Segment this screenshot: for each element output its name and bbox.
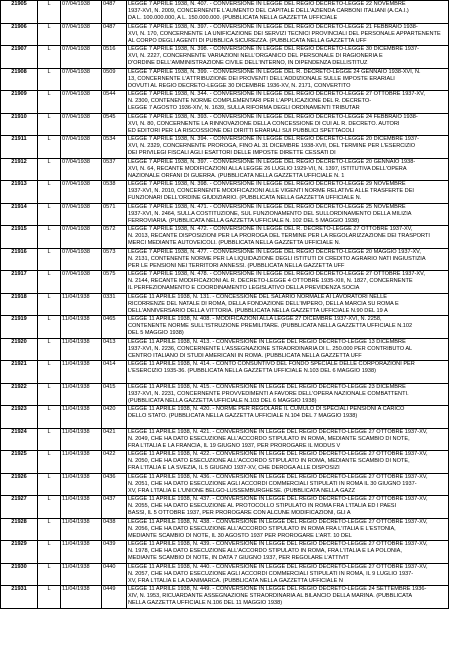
record-description — [127, 473, 449, 496]
record-description — [127, 338, 449, 361]
description-line: RICORRENZE DEL NATALE DI ROMA, DELLA FONDAZIONE DELL'IMPERO, DELLA MARCIA SU ROMA E — [128, 300, 399, 307]
record-page: 0331 — [102, 293, 127, 316]
record-number: 21924 — [1, 428, 38, 451]
description-line: XVI, N. 80, CONCERNENTE LA RINNOVAZIONE DELLA CONCESSIONE DI CUI AL R. DECRETO. AUTORI — [128, 120, 400, 127]
table-row — [1, 1, 449, 24]
description-line: LEGGE 11 APRILE 1938, N. 413. - CONVERSIONE IN LEGGE DEL REGIO DECRETO-LEGGE 13 DICEMBRE — [128, 338, 406, 345]
record-page: 0440 — [102, 563, 127, 586]
record-type: L — [38, 586, 61, 609]
record-description — [127, 91, 449, 114]
record-page: 0537 — [102, 158, 127, 181]
table-row — [1, 248, 449, 271]
description-line: LEGGE 11 APRILE 1938, N. 422. - CONVERSIONE IN LEGGE DEL REGIO DECRETO-LEGGE 27 OTTOBRE 1937-XV, — [128, 451, 428, 457]
record-description — [127, 316, 449, 339]
record-page: 0439 — [102, 541, 127, 564]
record-description — [127, 203, 449, 226]
table-row — [1, 158, 449, 181]
description-line: FUNZIONARI DELL'ORDINE GIUDIZIARIO. (PUBBLICATA NELLA GAZZETTA UFFICIALE N. — [128, 195, 362, 201]
description-line: 1937-XVI, N. 2231, CONCERNENTE PROVVEDIMENTI A FAVORE DELL'OPERA NAZIONALE COMBATTENTI. — [128, 390, 409, 397]
description-line: PER LE PENSIONI NEI TERRITORI ANNESSI. (PUBBLICATA NELLA GAZZETTA UFF — [128, 262, 345, 269]
record-type: L — [38, 136, 61, 159]
description-line: FRA L'ITALIA E LA FRANCIA, IL 19 GIUGNO 1937, PER PROROGARE IL MODUS V — [128, 442, 341, 449]
record-date: 11/04/1938 — [61, 383, 102, 406]
record-page: 0516 — [102, 46, 127, 69]
record-page: 0421 — [102, 428, 127, 451]
record-type: L — [38, 158, 61, 181]
table-row — [1, 541, 449, 564]
record-number: 21915 — [1, 226, 38, 249]
record-page: 0436 — [102, 473, 127, 496]
description-line: N. 2057, CHE HA DATO ESECUZIONE AGLI ACCORDI COMMERCIALI STIPULATI IN ROMA, IL 9 LUGLIO 1937- — [128, 570, 414, 577]
record-number: 21910 — [1, 113, 38, 136]
description-line: NAZIONALE ORFANI DI GUERRA. (PUBBLICATA NELLA GAZZETTA UFFICIALE N. 1 — [128, 172, 345, 179]
record-type: L — [38, 406, 61, 429]
record-description — [127, 1, 449, 24]
record-description — [127, 541, 449, 564]
record-description — [127, 518, 449, 541]
description-line: DA L. 100.000.000, A L. 150.000.000. (PUBBLICATA NELLA GAZZETTA UFFICIALE — [128, 15, 338, 21]
table-row — [1, 406, 449, 429]
record-date: 11/04/1938 — [61, 586, 102, 609]
record-number: 21928 — [1, 518, 38, 541]
description-line: LEGGE 7 APRILE 1938, N. 344. - CONVERSIONE IN LEGGE DEL REGIO DECRETO-LEGGE 27 OTTOBRE 1937-XV, — [128, 91, 425, 97]
description-line: DOVUTI AL REGIO DECRETO-LEGGE 30 DICEMBRE 1936-XV, N. 2171, CONVERTITO — [128, 82, 351, 89]
description-line: MEDIANTE SCAMBIO DI NOTE, IL 30 AGOSTO 1937 PER PROROGARE L'ART. 10 DEL — [128, 532, 352, 539]
record-date: 07/04/1938 — [61, 46, 102, 69]
description-line: DELLO STATO. (PUBBLICATA NELLA GAZZETTA UFFICIALE N.104 DEL 7 MAGGIO 1938) — [128, 413, 358, 419]
record-date: 07/04/1938 — [61, 68, 102, 91]
record-description — [127, 496, 449, 519]
record-date: 07/04/1938 — [61, 203, 102, 226]
table-row — [1, 23, 449, 46]
description-line: N. 2300, CONTENENTE NORME COMPLEMENTARI PER L'APPLICAZIONE DEL R. DECRETO- — [128, 98, 372, 104]
description-line: XIV, N. 1953, RICUARDANTE ASSEGNAZIONE STRAORDINARIA AL BILANCIO DELLA MARINA. (PUBBLICATA — [128, 593, 413, 599]
description-line: LEGGE 7 APRILE 1938, N. 398. - CONVERSIONE IN LEGGE DEL REGIO DECRETO-LEGGE 29 NOVEMBRE — [128, 181, 406, 187]
description-line: XVI, N. 170, CONCERNENTE LA UNIFICAZIONE DEI SERVIZI TECNICI PROVINCIALI DEL PERSONALE APPARTENENTE — [128, 30, 441, 37]
description-line: LEGGE 7 AGOSTO 1936-XIV, N. 1639, SULLA RIFORMA DEGLI ORDINAMENTI TRIBUTAR — [128, 105, 360, 111]
record-number: 21916 — [1, 248, 38, 271]
table-row — [1, 136, 449, 159]
record-date: 07/04/1938 — [61, 1, 102, 24]
description-line: LEGGE 7 APRILE 1938, N. 393. - CONVERSIONE IN LEGGE DEL REGIO DECRETO-LEGGE 24 FEBBRAIO 1938- — [128, 113, 418, 120]
record-type: L — [38, 361, 61, 384]
record-page: 0544 — [102, 91, 127, 114]
record-number: 21919 — [1, 316, 38, 339]
record-page: 0573 — [102, 248, 127, 271]
record-number: 21921 — [1, 361, 38, 384]
description-line: LEGGE 11 APRILE 1938, N. 415. - CONVERSIONE IN LEGGE DEL REGIO DECRETO-LEGGE 23 DICEMBRE — [128, 383, 406, 390]
description-line: LEGGE 11 APRILE 1938, N. 439. - CONVERSIONE IN LEGGE DEL REGIO DECRETO-LEGGE 27 OTTOBRE 1937-XV, — [128, 541, 428, 547]
record-number: 21906 — [1, 23, 38, 46]
record-page: 0465 — [102, 316, 127, 339]
description-line: N. 2144, RECANTE MODIFICAZIONI AL R. DECRETO-LEGGE 4 OTTOBRE 1935-XIII, N. 1827, CONCERNENTE — [128, 278, 413, 284]
description-line: LEGGE 11 APRILE 1938, N. 414. - CONTO CONSUNTIVO DEL FONDO SPECIALE DELLE CORPORAZIONI PER — [128, 361, 415, 367]
record-description — [127, 68, 449, 91]
description-line: XV, FRA L'ITALIA E LA DANIMARCA. (PUBBLICATA NELLA GAZZETTA UFFICIALE N — [128, 577, 343, 584]
record-description — [127, 383, 449, 406]
record-date: 07/04/1938 — [61, 271, 102, 294]
description-line: XVI, N. 2329, CONCERNENTE PROROGA, FINO AL 31 DICEMBRE 1938-XVII, DEL TERMINE PER L'ESERCIZIO — [128, 143, 416, 149]
record-page: 0538 — [102, 181, 127, 204]
record-description — [127, 181, 449, 204]
description-line: LEGGE 11 APRILE 1938, N. 437. - CONVERSIONE IN LEGGE DEL REGIO DECRETO-LEGGE 27 OTTOBRE 1937-XV, — [128, 496, 428, 502]
record-description — [127, 158, 449, 181]
record-description — [127, 406, 449, 429]
record-number: 21926 — [1, 473, 38, 496]
description-line: XVI, N. 64, RECANTE MODIFICAZIONI ALLA LEGGE 26 LUGLIO 1929-VII, N. 1397, ISTITUTIVA DELL'OPERA — [128, 165, 407, 172]
description-line: N. 2013, RECANTE DISPOSIZIONI PER LA PROROGA DEL TERMINE PER LA REGOLARIZZAZIONE DEI TRASPORTI — [128, 233, 430, 239]
record-type: L — [38, 293, 61, 316]
record-type: L — [38, 496, 61, 519]
record-page: 0571 — [102, 203, 127, 226]
description-line: CONTENENTE NORME SULL'ISTRUZIONE PREMILITARE. (PUBBLICATA NELLA GAZZETTA UFFICIALE N.102 — [128, 323, 413, 329]
record-description — [127, 586, 449, 609]
record-number: 21907 — [1, 46, 38, 69]
description-line: N. 2050, CHE HA DATO ESECUZIONE ALL'ACCORDO STIPULATO IN ROMA, MEDIANTE SCAMBIO DI NOTE, — [128, 458, 410, 464]
table-row — [1, 91, 449, 114]
record-date: 07/04/1938 — [61, 226, 102, 249]
record-date: 07/04/1938 — [61, 113, 102, 136]
table-row — [1, 361, 449, 384]
record-type: L — [38, 518, 61, 541]
record-type: L — [38, 383, 61, 406]
description-line: FRA L'ITALIA E LA SVEZIA, IL 5 GIUGNO 1937-XV, CHE DEROGA ALLE DISPOSIZI — [128, 465, 340, 471]
description-line: DEI PRIVILEGI FISCALI AGLI ESATTORI DELLE IMPOSTE DIRETTE CESSATI DI — [128, 150, 336, 156]
record-description — [127, 46, 449, 69]
description-line: LEGGE 7 APRILE 1938, N. 397. - CONVERSIONE IN LEGGE DEL REGIO DECRETO-LEGGE 21 FEBBRAIO 1938- — [128, 23, 418, 30]
description-line: LEGGE 11 APRILE 1938, N. 408. - MODIFICAZIONI ALLA LEGGE 27 DICEMBRE 1937-XVI, N. 2258, — [128, 316, 382, 322]
record-type: L — [38, 271, 61, 294]
record-page: 0437 — [102, 496, 127, 519]
table-row — [1, 316, 449, 339]
record-number: 21929 — [1, 541, 38, 564]
description-line: LEGGE 11 APRILE 1938, N. 131. - CONCESSIONE DEL SALARIO NORMALE AI LAVORATORI NELLE — [128, 293, 387, 300]
record-date: 07/04/1938 — [61, 158, 102, 181]
description-line: N. 2056, CHE HA DATO ESECUZIONE ALL'ACCORDO STIPULATO IN ROMA FRA L'ITALIA E L'ESTONIA, — [128, 525, 396, 532]
description-line: FERROVIARIA. (PUBBLICATA NELLA GAZZETTA UFFICIALE N. 102 DEL 5 MAGGIO 1938) — [128, 217, 360, 224]
record-description — [127, 136, 449, 159]
record-date: 11/04/1938 — [61, 518, 102, 541]
record-number: 21909 — [1, 91, 38, 114]
record-date: 07/04/1938 — [61, 136, 102, 159]
record-page: 0414 — [102, 361, 127, 384]
record-type: L — [38, 451, 61, 474]
record-number: 21930 — [1, 563, 38, 586]
description-line: XVI, N. 2227, CONCERNENTE VARIAZIONI NELL'ORGANICO DEL PERSONALE DI RAGIONERIA E — [128, 53, 383, 59]
record-type: L — [38, 226, 61, 249]
record-description — [127, 23, 449, 46]
record-description — [127, 361, 449, 384]
record-type: L — [38, 248, 61, 271]
record-date: 11/04/1938 — [61, 361, 102, 384]
table-row — [1, 473, 449, 496]
description-line: LEGGE 7 APRILE 1938, N. 478. - CONVERSIONE IN LEGGE DEL REGIO DECRETO-LEGGE 27 OTTOBRE 1937-XV, — [128, 271, 425, 277]
record-type: L — [38, 1, 61, 24]
table-row — [1, 518, 449, 541]
description-line: AL CORPO DEGLI AGENTI DI PUBBLICA SICUREZZA. (PUBBLICATA NELLA GAZZETTA UFF — [128, 37, 367, 44]
record-number: 21912 — [1, 158, 38, 181]
record-type: L — [38, 46, 61, 69]
table-row — [1, 181, 449, 204]
table-row — [1, 271, 449, 294]
description-line: N. 2051, CHE HA DATO ESECUZIONE AGLI ACCORDI COMMERCIALI STIPULATI IN ROMA IL 30 GIUGNO 1937- — [128, 480, 417, 487]
description-line: BASSI, IL 5 OTTOBRE 1937, PER PROROGARE CON ALCUNE MODIFICAZIONI, GLI A — [128, 510, 351, 516]
record-date: 07/04/1938 — [61, 181, 102, 204]
record-number: 21908 — [1, 68, 38, 91]
description-line: LEGGE 7 APRILE 1938, N. 399. - CONVERSIONE IN LEGGE DEL R. DECRETO-LEGGE 24 GENNAIO 1938-XVI, N. — [128, 68, 421, 75]
record-type: L — [38, 563, 61, 586]
description-line: LEGGE 7 APRILE 1938, N. 394. - CONVERSIONE IN LEGGE DEL REGIO DECRETO-LEGGE 20 DICEMBRE 1937- — [128, 136, 419, 142]
record-type: L — [38, 203, 61, 226]
record-date: 11/04/1938 — [61, 496, 102, 519]
record-page: 0438 — [102, 518, 127, 541]
record-date: 07/04/1938 — [61, 91, 102, 114]
description-line: LEGGE 7 APRILE 1938, N. 472. - CONVERSIONE IN LEGGE DEL R. DECRETO-LEGGE 27 OTTOBRE 1937-XV, — [128, 226, 413, 232]
record-page: 0449 — [102, 586, 127, 609]
record-number: 21905 — [1, 1, 38, 24]
description-line: MEDIANTE SCAMBIO DI NOTE, IN DATA 7 GIUGNO 1937, PER REGOLARE L'ATTIVIT — [128, 555, 349, 561]
record-number: 21911 — [1, 136, 38, 159]
description-line: 1937-XVI, N. 2010, CONCERNENTE MODIFICAZIONI ALLE VIGENTI NORME RELATIVE ALLE TRASFERTE DEI — [128, 188, 414, 194]
record-type: L — [38, 338, 61, 361]
record-type: L — [38, 91, 61, 114]
description-line: 1937-XVI, N. 2464, SULLA COSTITUZIONE, SUL FUNZIONAMENTO DEL SULLORDINAMENTO DELLA MILIZIA — [128, 210, 412, 217]
register-table-body — [1, 1, 449, 609]
record-number: 21931 — [1, 586, 38, 609]
record-type: L — [38, 316, 61, 339]
record-type: L — [38, 68, 61, 91]
description-line: LEGGE 11 APRILE 1938, N. 436. - CONVERSIONE IN LEGGE DEL REGIO DECRETO-LEGGE 27 OTTOBRE 1937-XV, — [128, 473, 428, 480]
record-description — [127, 451, 449, 474]
record-date: 11/04/1938 — [61, 428, 102, 451]
record-number: 21920 — [1, 338, 38, 361]
record-page: 0415 — [102, 383, 127, 406]
record-number: 21922 — [1, 383, 38, 406]
table-row — [1, 428, 449, 451]
record-type: L — [38, 541, 61, 564]
description-line: CENTRO ITALIANO DI STUDI AMERICANI IN ROMA. (PUBBLICATA NELLA GAZZETTA UFF — [128, 352, 362, 359]
record-page: 0572 — [102, 226, 127, 249]
record-date: 07/04/1938 — [61, 23, 102, 46]
record-description — [127, 248, 449, 271]
description-line: N. 2055, CHE HA DATO ESECUZIONE AL PROTOCOLLO STIPULATO IN ROMA FRA L'ITALIA ED I PAESI — [128, 503, 397, 509]
description-line: 1937-XVI, N. 2009, CONCERNENTE L'AUMENTO DEL CAPITALE DELL'AZIENDA CARBONI ITALIANI (A.CA.I.) — [128, 8, 409, 14]
record-date: 11/04/1938 — [61, 541, 102, 564]
description-line: N. 2049, CHE HA DATO ESECUZIONE ALL'ACCORDO STIPULATO IN ROMA, MEDIANTE SCAMBIO DI NOTE, — [128, 435, 410, 442]
description-line: LEGGE 7 APRILE 1938, N. 471. - CONVERSIONE IN LEGGE DEL REGIO DECRETO-LEGGE 25 NOVEMBRE — [128, 203, 406, 210]
record-number: 21925 — [1, 451, 38, 474]
description-line: ED EDITORI PER LA RISCOSSIONE DEI DIRITTI ERARIALI SUI PUBBLICI SPETTACOLI — [128, 127, 355, 134]
description-line: LEGGE 11 APRILE 1938, N. 421. - CONVERSIONE IN LEGGE DEL REGIO DECRETO-LEGGE 27 OTTOBRE 1937-XV, — [128, 428, 428, 435]
description-line: LEGGE 11 APRILE 1938, N. 420. - NORME PER REGOLARE IL CUMULO DI SPECIALI PENSIONI A CARICO — [128, 406, 405, 412]
description-line: 13, CONCERNENTE L'ATTRIBUZIONE DEI PROVENTI DELL'ADDIZIONALE SULLE IMPOSTE ERARIALI — [128, 75, 395, 82]
record-description — [127, 271, 449, 294]
record-description — [127, 563, 449, 586]
record-page: 0545 — [102, 113, 127, 136]
description-line: LEGGE 11 APRILE 1938, N. 438. - CONVERSIONE IN LEGGE DEL REGIO DECRETO-LEGGE 27 OTTOBRE 1937-XV, — [128, 518, 428, 525]
record-type: L — [38, 181, 61, 204]
record-date: 11/04/1938 — [61, 563, 102, 586]
record-date: 07/04/1938 — [61, 248, 102, 271]
record-type: L — [38, 428, 61, 451]
record-description — [127, 293, 449, 316]
record-date: 11/04/1938 — [61, 406, 102, 429]
description-line: LEGGE 7 APRILE 1938, N. 397. - CONVERSIONE IN LEGGE DEL REGIO DECRETO-LEGGE 20 GENNAIO 1938- — [128, 158, 416, 165]
record-page: 0509 — [102, 68, 127, 91]
description-line: D'ORDINE DELL'AMMINISTRAZIONE CIVILE DELL'INTERNO, IN DIPENDENZA DELLISTITUZ — [128, 60, 368, 66]
table-row — [1, 586, 449, 609]
record-page: 0575 — [102, 271, 127, 294]
record-number: 21914 — [1, 203, 38, 226]
table-row — [1, 203, 449, 226]
record-page: 0413 — [102, 338, 127, 361]
record-page: 0487 — [102, 1, 127, 24]
description-line: IL PERFEZIONAMENTO E COORDINAMENTO LEGISLATIVO DELLA PREVIDENZA SOCIA — [128, 285, 360, 291]
description-line: DEL 5 MAGGIO 1938) — [128, 330, 184, 336]
table-row — [1, 563, 449, 586]
record-date: 11/04/1938 — [61, 293, 102, 316]
record-type: L — [38, 473, 61, 496]
description-line: N. 1978, CHE HA DATO ESECUZIONE ALL'ACCORDO STIPULATO IN ROMA, FRA L'ITALIA E LA POLONIA, — [128, 548, 402, 554]
table-row — [1, 68, 449, 91]
record-date: 11/04/1938 — [61, 338, 102, 361]
record-type: L — [38, 113, 61, 136]
description-line: LEGGE 11 APRILE 1938, N. 440. - CONVERSIONE IN LEGGE DEL REGIO DECRETO-LEGGE 27 OTTOBRE 1937-XV, — [128, 563, 428, 570]
description-line: 1937-XVI, N. 2236, CONCERNENTE L'ASSEGNAZIONE STRAORDINARIA DI L. 250.000 PER CONTRIBUTO AL — [128, 345, 413, 352]
table-row — [1, 113, 449, 136]
table-row — [1, 451, 449, 474]
record-number: 21923 — [1, 406, 38, 429]
description-line: NELLA GAZZETTA UFFICIALE N.106 DEL 11 MAGGIO 1938) — [128, 600, 283, 606]
record-date: 11/04/1938 — [61, 473, 102, 496]
description-line: (PUBBLICATA NELLA GAZZETTA UFFICIALE N.103 DEL 6 MAGGIO 1938) — [128, 397, 317, 404]
description-line: N. 2131, CONTENENTE NORME PER LA LIQUIDAZIONE DEGLI ISTITUTI DI CREDITO AGRARIO NATI INGIUSTIZIA — [128, 255, 426, 262]
description-line: LEGGE 7 APRILE 1938, N. 407. - CONVERSIONE IN LEGGE DEL REGIO DECRETO-LEGGE 22 NOVEMBRE — [128, 1, 406, 7]
description-line: LEGGE 7 APRILE 1938, N. 398. - CONVERSIONE IN LEGGE DEL REGIO DECRETO-LEGGE 30 DICEMBRE 1937- — [128, 46, 419, 52]
record-description — [127, 113, 449, 136]
record-number: 21913 — [1, 181, 38, 204]
table-row — [1, 338, 449, 361]
description-line: XV, FRA L'ITALIA E L'UNIONE BELGO-LUSSEMBURGHESE. (PUBBLICATA NELLA GAZZ — [128, 487, 355, 494]
record-type: L — [38, 23, 61, 46]
record-date: 11/04/1938 — [61, 316, 102, 339]
description-line: LEGGE 7 APRILE 1938, N. 477. - CONVERSIONE IN LEGGE DEL REGIO DECRETO-LEGGE 20 MAGGIO 1937-XV, — [128, 248, 421, 255]
table-row — [1, 293, 449, 316]
record-page: 0420 — [102, 406, 127, 429]
description-line: MERCI MEDIANTE AUTOVEICOLI. (PUBBLICATA NELLA GAZZETTA UFFICIALE N. — [128, 240, 341, 246]
record-page: 0487 — [102, 23, 127, 46]
record-number: 21927 — [1, 496, 38, 519]
record-description — [127, 226, 449, 249]
table-row — [1, 46, 449, 69]
table-row — [1, 496, 449, 519]
record-page: 0422 — [102, 451, 127, 474]
record-number: 21917 — [1, 271, 38, 294]
table-row — [1, 383, 449, 406]
record-date: 11/04/1938 — [61, 451, 102, 474]
table-row — [1, 226, 449, 249]
description-line: DELL'ANNIVERSARIO DELLA VITTORIA. (PUBBLICATA NELLA GAZZETTA UFFICIALE N.90 DEL 19 A — [128, 307, 388, 314]
description-line: L'ESERCIZIO 1935-36. (PUBBLICATA NELLA GAZZETTA UFFICIALE N.103 DEL 6 MAGGIO 1938) — [128, 368, 377, 374]
record-page: 0534 — [102, 136, 127, 159]
record-description — [127, 428, 449, 451]
description-line: LEGGE 11 APRILE 1938, N. 449. - CONVERSIONE IN LEGGE DEL REGIO DECRETO-LEGGE 24 SETTEMBRE 1936- — [128, 586, 427, 592]
record-number: 21918 — [1, 293, 38, 316]
